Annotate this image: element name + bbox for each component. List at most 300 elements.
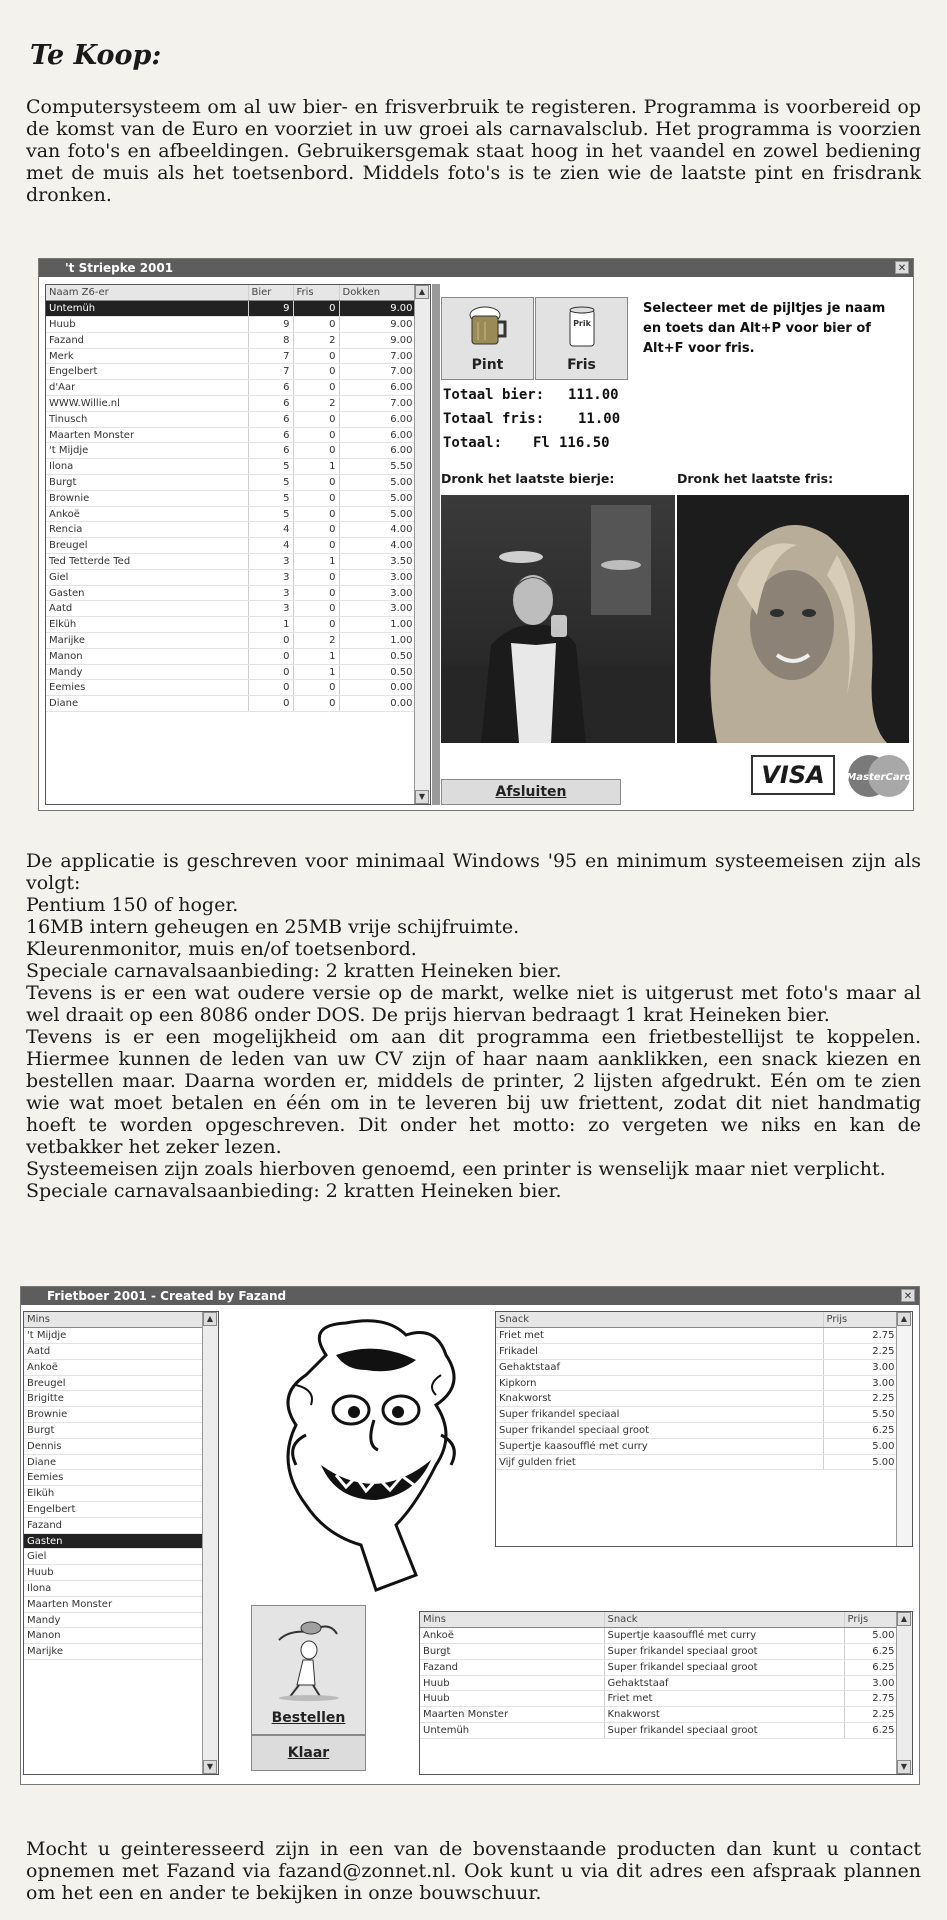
table-cell: Maarten Monster — [46, 427, 248, 443]
table-row[interactable] — [420, 1628, 898, 1644]
table-row[interactable] — [46, 332, 416, 348]
table-row[interactable] — [496, 1391, 898, 1407]
total-label: Totaal: — [443, 435, 503, 451]
table-row[interactable] — [420, 1675, 898, 1691]
orders-scrollbar[interactable] — [896, 1612, 912, 1774]
snack-price: 6.25 — [823, 1423, 898, 1439]
table-cell: 0.50 — [339, 648, 416, 664]
text-paragraph: Kleurenmonitor, muis en/of toetsenbord. — [26, 938, 417, 960]
list-item[interactable] — [24, 1486, 204, 1502]
text-paragraph: Systeemeisen zijn zoals hierboven genoemd, een printer is wenselijk maar niet verplicht. — [26, 1158, 886, 1180]
list-item[interactable] — [24, 1596, 204, 1612]
list-item[interactable] — [24, 1549, 204, 1565]
table-row[interactable] — [46, 585, 416, 601]
beer-table[interactable] — [45, 284, 431, 805]
table-row[interactable] — [496, 1359, 898, 1375]
snack-price: 3.00 — [823, 1375, 898, 1391]
table-cell: 0 — [293, 617, 339, 633]
table-cell: 0.00 — [339, 696, 416, 712]
table-cell: 3.00 — [339, 569, 416, 585]
snacks-scrollbar[interactable] — [896, 1312, 912, 1546]
table-cell: 5.50 — [339, 459, 416, 475]
intro-paragraph: Computersysteem om al uw bier- en frisverbruik te registeren. Programma is voorbereid op de komst van de Euro en voorziet in uw groei als carnavalsclub. Het programma is voorzien van foto's en afbeeldingen. Gebruikersgemak staat hoog in het vaandel en zowel bediening met de muis als het toetsenbord. Middels foto's is te zien wie de laatste pint en frisdrank dronken. — [26, 96, 921, 206]
waiter-icon — [259, 1610, 359, 1702]
table-cell: Marijke — [46, 633, 248, 649]
table-row[interactable] — [46, 601, 416, 617]
table-cell: 5 — [248, 475, 293, 491]
text-paragraph: Speciale carnavalsaanbieding: 2 kratten Heineken bier. — [26, 1180, 562, 1202]
total-beer-label: Totaal bier: — [443, 387, 545, 403]
table-cell: 0 — [293, 380, 339, 396]
table-cell: 2 — [293, 332, 339, 348]
table-row[interactable] — [46, 522, 416, 538]
member-name: Aatd — [24, 1344, 204, 1360]
table-cell: 5.00 — [339, 490, 416, 506]
scroll-up-icon[interactable]: ▲ — [897, 1312, 911, 1326]
close-icon[interactable]: ✕ — [895, 261, 909, 274]
price-header: Prijs — [823, 1312, 898, 1328]
table-cell: 0 — [293, 490, 339, 506]
table-row[interactable] — [420, 1644, 898, 1660]
table-cell: 0 — [293, 364, 339, 380]
table-row[interactable] — [46, 427, 416, 443]
mastercard-label: MasterCard — [846, 772, 912, 783]
table-cell: Ankoë — [46, 506, 248, 522]
member-name: Brownie — [24, 1407, 204, 1423]
table-row[interactable] — [46, 490, 416, 506]
done-button[interactable]: Klaar — [251, 1735, 366, 1771]
table-cell: Elküh — [46, 617, 248, 633]
table-cell: Burgt — [420, 1644, 604, 1660]
total-fris-label: Totaal fris: — [443, 411, 545, 427]
table-cell: 1.00 — [339, 633, 416, 649]
table-row[interactable] — [46, 317, 416, 333]
table-cell: Super frikandel speciaal groot — [604, 1659, 844, 1675]
instructions-text: Selecteer met de pijltjes je naam en toets dan Alt+P voor bier of Alt+F voor fris. — [643, 301, 886, 356]
table-cell: 6.25 — [844, 1644, 898, 1660]
middle-text — [26, 850, 921, 1202]
table-cell: 9 — [248, 317, 293, 333]
table-cell: 0 — [293, 696, 339, 712]
table-cell: Untemüh — [420, 1723, 604, 1739]
member-name: Brigitte — [24, 1391, 204, 1407]
text-paragraph: De applicatie is geschreven voor minimaal Windows '95 en minimum systeemeisen zijn als volgt: — [26, 850, 921, 894]
snack-price: 2.75 — [823, 1328, 898, 1344]
table-row[interactable] — [46, 411, 416, 427]
last-fris-photo — [677, 495, 909, 743]
table-cell: 0 — [293, 506, 339, 522]
table-cell: Burgt — [46, 475, 248, 491]
list-item[interactable] — [24, 1407, 204, 1423]
total-beer-row — [443, 387, 619, 403]
table-cell: 9.00 — [339, 332, 416, 348]
column-header: Mins — [420, 1612, 604, 1628]
frietboer-window — [20, 1286, 920, 1785]
snack-price: 3.00 — [823, 1359, 898, 1375]
table-cell: 2 — [293, 633, 339, 649]
member-name: Eemies — [24, 1470, 204, 1486]
table-cell: 3.00 — [339, 585, 416, 601]
table-cell: 6 — [248, 396, 293, 412]
table-cell: 9.00 — [339, 317, 416, 333]
table-cell: Fazand — [420, 1659, 604, 1675]
total-currency: Fl — [533, 435, 550, 451]
table-cell: 5 — [248, 459, 293, 475]
snack-name: Super frikandel speciaal groot — [496, 1423, 823, 1439]
table-cell: 4.00 — [339, 538, 416, 554]
table-cell: 7 — [248, 348, 293, 364]
table-row[interactable] — [46, 648, 416, 664]
table-cell: Manon — [46, 648, 248, 664]
member-name: Burgt — [24, 1423, 204, 1439]
snack-price: 2.25 — [823, 1344, 898, 1360]
table-cell: 3.00 — [339, 601, 416, 617]
table-cell: 6.25 — [844, 1723, 898, 1739]
last-fris-label: Dronk het laatste fris: — [677, 471, 834, 486]
table-cell: 3 — [248, 554, 293, 570]
member-name: Dennis — [24, 1438, 204, 1454]
table-cell: 4 — [248, 522, 293, 538]
table-cell: 1 — [248, 617, 293, 633]
table-row[interactable] — [46, 696, 416, 712]
member-name: Huub — [24, 1565, 204, 1581]
table-cell: 0 — [293, 475, 339, 491]
table-cell: 0 — [293, 317, 339, 333]
table-cell: 1 — [293, 554, 339, 570]
table-cell: 't Mijdje — [46, 443, 248, 459]
list-item[interactable] — [24, 1438, 204, 1454]
list-item[interactable] — [24, 1502, 204, 1518]
beer-table-scrollbar[interactable] — [414, 285, 430, 804]
table-row[interactable] — [420, 1707, 898, 1723]
table-cell: 0 — [293, 348, 339, 364]
scroll-down-icon[interactable]: ▼ — [203, 1760, 217, 1774]
table-cell: 0 — [293, 601, 339, 617]
table-cell: Friet met — [604, 1691, 844, 1707]
table-cell: 0 — [293, 569, 339, 585]
member-name: Mandy — [24, 1612, 204, 1628]
table-cell: 3 — [248, 601, 293, 617]
table-cell: 0 — [293, 522, 339, 538]
mascot-illustration — [266, 1315, 471, 1600]
table-cell: Brownie — [46, 490, 248, 506]
column-header: Bier — [248, 285, 293, 301]
table-row[interactable] — [46, 506, 416, 522]
last-beer-label: Dronk het laatste bierje: — [441, 471, 615, 486]
striepke-titlebar — [39, 259, 913, 277]
column-header: Prijs — [844, 1612, 898, 1628]
table-cell: 0 — [293, 427, 339, 443]
table-row[interactable] — [46, 380, 416, 396]
table-cell: Gasten — [46, 585, 248, 601]
table-row[interactable] — [46, 680, 416, 696]
table-cell: Untemüh — [46, 301, 248, 317]
mastercard-icon — [845, 753, 913, 799]
table-cell: 9.00 — [339, 301, 416, 317]
table-cell: 8 — [248, 332, 293, 348]
table-row[interactable] — [420, 1723, 898, 1739]
table-cell: 3 — [248, 569, 293, 585]
list-item[interactable] — [24, 1344, 204, 1360]
table-cell: Aatd — [46, 601, 248, 617]
table-cell: 5.00 — [339, 475, 416, 491]
striepke-window — [38, 258, 914, 811]
table-cell: 4 — [248, 538, 293, 554]
table-cell: Huub — [46, 317, 248, 333]
table-cell: Fazand — [46, 332, 248, 348]
table-cell: 6.00 — [339, 380, 416, 396]
snack-name: Super frikandel speciaal — [496, 1407, 823, 1423]
list-item[interactable] — [24, 1612, 204, 1628]
table-cell: Gehaktstaaf — [604, 1675, 844, 1691]
can-label: Prik — [572, 319, 591, 328]
table-row[interactable] — [496, 1454, 898, 1470]
column-header: Naam Z6-er — [46, 285, 248, 301]
total-beer-value: 111.00 — [568, 387, 619, 403]
member-name: Elküh — [24, 1486, 204, 1502]
fris-label: Fris — [567, 357, 596, 373]
close-button[interactable]: Afsluiten — [441, 779, 621, 805]
table-cell: d'Aar — [46, 380, 248, 396]
mascot-icon — [266, 1315, 471, 1600]
list-item[interactable] — [24, 1454, 204, 1470]
pint-button[interactable] — [441, 297, 534, 380]
total-value: 116.50 — [559, 435, 610, 451]
table-cell: 5.00 — [339, 506, 416, 522]
soda-can-icon — [567, 306, 597, 348]
table-row[interactable] — [46, 554, 416, 570]
frietboer-titlebar — [21, 1287, 919, 1305]
snack-name: Friet met — [496, 1328, 823, 1344]
table-cell: 1 — [293, 648, 339, 664]
table-cell: 7 — [248, 364, 293, 380]
snack-name: Gehaktstaaf — [496, 1359, 823, 1375]
list-item[interactable] — [24, 1423, 204, 1439]
table-cell: 7.00 — [339, 396, 416, 412]
table-cell: 0 — [293, 443, 339, 459]
table-row[interactable] — [46, 617, 416, 633]
list-item[interactable] — [24, 1517, 204, 1533]
table-cell: 6.00 — [339, 427, 416, 443]
text-paragraph: Speciale carnavalsaanbieding: 2 kratten Heineken bier. — [26, 960, 562, 982]
snack-price: 5.00 — [823, 1438, 898, 1454]
table-row[interactable] — [46, 633, 416, 649]
table-cell: 3.00 — [844, 1675, 898, 1691]
table-cell: Super frikandel speciaal groot — [604, 1644, 844, 1660]
table-row[interactable] — [46, 538, 416, 554]
snack-price: 2.25 — [823, 1391, 898, 1407]
snack-name: Knakworst — [496, 1391, 823, 1407]
list-item[interactable] — [24, 1375, 204, 1391]
table-row[interactable] — [46, 396, 416, 412]
fris-button[interactable] — [535, 297, 628, 380]
table-cell: 6 — [248, 427, 293, 443]
snack-name: Frikadel — [496, 1344, 823, 1360]
table-cell: Ted Tetterde Ted — [46, 554, 248, 570]
scroll-up-icon[interactable]: ▲ — [203, 1312, 217, 1326]
table-row[interactable] — [496, 1438, 898, 1454]
table-cell: 1 — [293, 459, 339, 475]
table-row[interactable] — [420, 1691, 898, 1707]
list-item[interactable] — [24, 1581, 204, 1597]
snacks-table[interactable] — [495, 1311, 913, 1547]
member-name: Fazand — [24, 1517, 204, 1533]
table-row[interactable] — [46, 459, 416, 475]
table-cell: Rencia — [46, 522, 248, 538]
table-cell: 6 — [248, 411, 293, 427]
table-cell: 6.00 — [339, 443, 416, 459]
members-header: Mins — [24, 1312, 204, 1328]
table-cell: 0 — [248, 648, 293, 664]
member-name: Ankoë — [24, 1359, 204, 1375]
table-cell: 0.50 — [339, 664, 416, 680]
table-cell: 0 — [248, 696, 293, 712]
table-cell: Tinusch — [46, 411, 248, 427]
table-cell: 9 — [248, 301, 293, 317]
list-item[interactable] — [24, 1391, 204, 1407]
list-item[interactable] — [24, 1565, 204, 1581]
close-icon[interactable]: ✕ — [901, 1289, 915, 1302]
table-cell: 0 — [248, 633, 293, 649]
table-row[interactable] — [496, 1344, 898, 1360]
table-cell: Merk — [46, 348, 248, 364]
table-cell: Knakworst — [604, 1707, 844, 1723]
list-item[interactable] — [24, 1328, 204, 1344]
scroll-up-icon[interactable]: ▲ — [415, 285, 429, 299]
table-row[interactable] — [46, 475, 416, 491]
table-row[interactable] — [46, 348, 416, 364]
table-row[interactable] — [496, 1423, 898, 1439]
member-name: Manon — [24, 1628, 204, 1644]
table-cell: Diane — [46, 696, 248, 712]
last-beer-photo — [441, 495, 675, 743]
snack-price: 5.50 — [823, 1407, 898, 1423]
page-title: Te Koop: — [30, 40, 162, 71]
member-name: Maarten Monster — [24, 1596, 204, 1612]
table-cell: Giel — [46, 569, 248, 585]
table-row[interactable] — [46, 569, 416, 585]
table-cell: 1.00 — [339, 617, 416, 633]
table-cell: Ilona — [46, 459, 248, 475]
list-item[interactable] — [24, 1644, 204, 1660]
order-button[interactable] — [251, 1605, 366, 1735]
scroll-up-icon[interactable]: ▲ — [897, 1612, 911, 1626]
table-cell: 6 — [248, 380, 293, 396]
text-paragraph: 16MB intern geheugen en 25MB vrije schijfruimte. — [26, 916, 520, 938]
table-cell: 0.00 — [339, 680, 416, 696]
table-cell: 2 — [293, 396, 339, 412]
order-label: Bestellen — [271, 1710, 346, 1726]
beer-mug-icon — [465, 304, 511, 348]
table-cell: 5.00 — [844, 1628, 898, 1644]
members-scrollbar[interactable] — [202, 1312, 218, 1774]
member-name: Diane — [24, 1454, 204, 1470]
table-row[interactable] — [496, 1375, 898, 1391]
table-cell: 3 — [248, 585, 293, 601]
table-cell: 7.00 — [339, 348, 416, 364]
window-title: 't Striepke 2001 — [65, 261, 174, 275]
text-paragraph: Tevens is er een mogelijkheid om aan dit programma een frietbestellijst te koppelen. Hiermee kunnen de leden van uw CV zijn of haar naam aanklikken, een snack kiezen en bestellen maar. Daarna worden er, middels de printer, 2 lijsten afgedrukt. Eén om te zien wie wat moet betalen en één om in te leveren bij uw friettent, zodat dit niet handmatig hoeft te worden opgeschreven. Dit onder het motto: zo vergeten we niks en kan de vetbakker het zeker lezen. — [26, 1026, 921, 1158]
table-cell: 7.00 — [339, 364, 416, 380]
footer-paragraph: Mocht u geinteresseerd zijn in een van de bovenstaande producten dan kunt u contact opnemen met Fazand via fazand@zonnet.nl. Ook kunt u via dit adres een afspraak plannen om het een en ander te bekijken in onze bouwschuur. — [26, 1838, 921, 1904]
table-cell: 2.25 — [844, 1707, 898, 1723]
member-name: Marijke — [24, 1644, 204, 1660]
member-name: Engelbert — [24, 1502, 204, 1518]
list-item[interactable] — [24, 1470, 204, 1486]
table-cell: 0 — [293, 301, 339, 317]
table-row[interactable] — [420, 1659, 898, 1675]
table-row[interactable] — [46, 664, 416, 680]
visa-logo: VISA — [751, 755, 835, 795]
table-cell: 4.00 — [339, 522, 416, 538]
snack-header: Snack — [496, 1312, 823, 1328]
table-cell: 6 — [248, 443, 293, 459]
table-cell: Huub — [420, 1675, 604, 1691]
table-cell: Super frikandel speciaal groot — [604, 1723, 844, 1739]
table-cell: Mandy — [46, 664, 248, 680]
table-cell: 0 — [293, 585, 339, 601]
table-cell: 0 — [248, 680, 293, 696]
snack-name: Kipkorn — [496, 1375, 823, 1391]
table-cell: Huub — [420, 1691, 604, 1707]
window-title: Frietboer 2001 - Created by Fazand — [47, 1289, 287, 1303]
table-cell: 0 — [248, 664, 293, 680]
table-cell: 0 — [293, 411, 339, 427]
table-cell: 5 — [248, 506, 293, 522]
table-cell: 6.25 — [844, 1659, 898, 1675]
total-row — [443, 435, 610, 451]
list-item[interactable] — [24, 1533, 204, 1549]
orders-table[interactable] — [419, 1611, 913, 1775]
members-list[interactable] — [23, 1311, 219, 1775]
table-cell: Supertje kaasoufflé met curry — [604, 1628, 844, 1644]
table-cell: Eemies — [46, 680, 248, 696]
table-row[interactable] — [46, 364, 416, 380]
table-cell: 6.00 — [339, 411, 416, 427]
scroll-down-icon[interactable]: ▼ — [897, 1760, 911, 1774]
table-cell: 3.50 — [339, 554, 416, 570]
pint-label: Pint — [471, 357, 504, 373]
table-row[interactable] — [46, 301, 416, 317]
table-cell: 5 — [248, 490, 293, 506]
table-cell: 0 — [293, 680, 339, 696]
text-paragraph: Pentium 150 of hoger. — [26, 894, 239, 916]
table-cell: 2.75 — [844, 1691, 898, 1707]
table-row[interactable] — [46, 443, 416, 459]
snack-name: Vijf gulden friet — [496, 1454, 823, 1470]
total-fris-value: 11.00 — [578, 411, 621, 427]
member-name: Breugel — [24, 1375, 204, 1391]
column-header: Fris — [293, 285, 339, 301]
table-cell: Maarten Monster — [420, 1707, 604, 1723]
table-cell: Breugel — [46, 538, 248, 554]
total-fris-row — [443, 411, 621, 427]
text-paragraph: Tevens is er een wat oudere versie op de markt, welke niet is uitgerust met foto's maar al wel draait op een 8086 onder DOS. De prijs hiervan bedraagt 1 krat Heineken bier. — [26, 982, 921, 1026]
column-header: Dokken — [339, 285, 416, 301]
member-name: 't Mijdje — [24, 1328, 204, 1344]
member-name: Giel — [24, 1549, 204, 1565]
table-row[interactable] — [496, 1407, 898, 1423]
mastercard-logo — [845, 753, 913, 799]
table-row[interactable] — [496, 1328, 898, 1344]
table-cell: 1 — [293, 664, 339, 680]
list-item[interactable] — [24, 1628, 204, 1644]
table-cell: Ankoë — [420, 1628, 604, 1644]
scroll-down-icon[interactable]: ▼ — [415, 790, 429, 804]
snack-name: Supertje kaasoufflé met curry — [496, 1438, 823, 1454]
member-name: Gasten — [24, 1533, 204, 1549]
list-item[interactable] — [24, 1359, 204, 1375]
